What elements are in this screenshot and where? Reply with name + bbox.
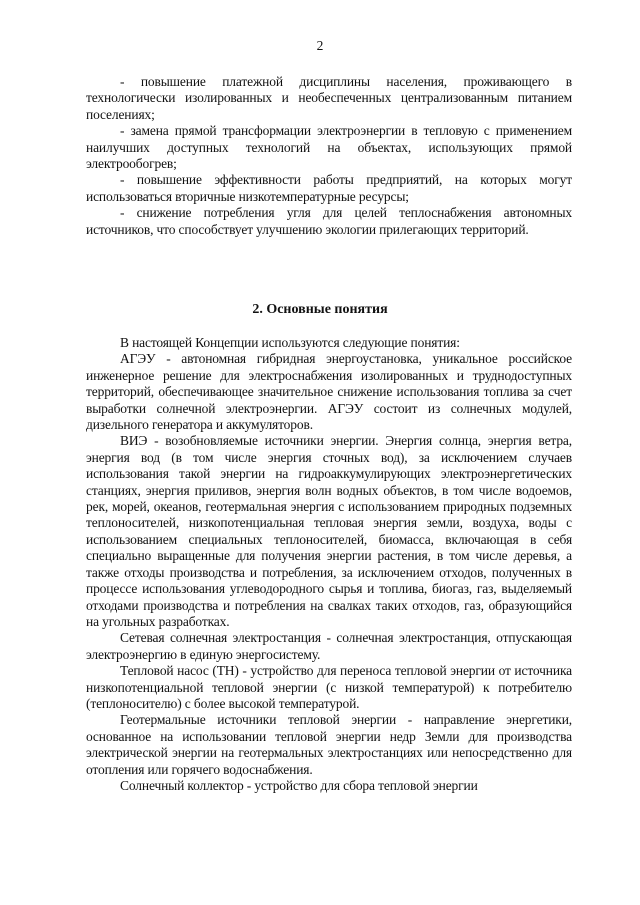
list-item: - повышение платежной дисциплины населения, проживающего в технологически изолированных и необеспеченных централизованным питанием поселениях; (86, 74, 572, 122)
section-title: 2. Основные понятия (252, 302, 388, 317)
list-item: - снижение потребления угля для целей теплоснабжения автономных источников, что способствует улучшению экологии прилегающих территорий. (86, 205, 572, 237)
definition-vie: ВИЭ - возобновляемые источники энергии. Энергия солнца, энергия ветра, энергия вод (в том числе энергия сточных вод), за исключением случаев использования такой энергии на гидроаккумулирующих электроэнергетических станциях, энергия приливов, энергия волн водных объектов, в том числе водоемов, рек, морей, океанов, геотермальная энергия с использованием природных подземных теплоносителей, низкопотенциальная тепловая энергия земли, воздуха, воды с использованием специальных теплоносителей, биомасса, включающая в себя специально выращенные для получения энергии растения, в том числе деревья, а также отходы производства и потребления, за исключением отходов, полученных в процессе использования углеводородного сырья и топлива, биогаз, газ, выделяемый отходами производства и потребления на свалках таких отходов, газ, образующийся на угольных разработках. (86, 433, 572, 629)
definition-geothermal: Геотермальные источники тепловой энергии - направление энергетики, основанное на использовании тепловой энергии недр Земли для производства электрической энергии на геотермальных электростанциях или непосредственно для отопления или горячего водоснабжения. (86, 712, 572, 777)
definition-solar-collector: Солнечный коллектор - устройство для сбора тепловой энергии (120, 777, 478, 793)
list-item: - замена прямой трансформации электроэнергии в тепловую с применением наилучших доступных технологий на объектах, использующих прямой электрообогрев; (86, 123, 572, 172)
definition-grid-solar-plant: Сетевая солнечная электростанция - солнечная электростанция, отпускающая электроэнергию в единую энергосистему. (86, 630, 572, 662)
page-number: 2 (316, 38, 324, 53)
definition-heat-pump: Тепловой насос (ТН) - устройство для переноса тепловой энергии от источника низкопотенциальной тепловой энергии (с низкой температурой) к потребителю (теплоносителю) с более высокой температурой. (86, 663, 572, 711)
intro-list (86, 74, 572, 238)
definition-ageu: АГЭУ - автономная гибридная энергоустановка, уникальное российское инженерное решение для электроснабжения изолированных и труднодоступных территорий, обеспечивающее значительное снижение использования топлива за счет выработки солнечной электроэнергии. АГЭУ состоит из солнечных модулей, дизельного генератора и аккумуляторов. (86, 351, 572, 433)
list-item: - повышение эффективности работы предприятий, на которых могут использоваться вторичные низкотемпературные ресурсы; (86, 172, 572, 204)
intro-paragraph: В настоящей Концепции используются следующие понятия: (120, 335, 460, 350)
section-body (86, 335, 572, 794)
